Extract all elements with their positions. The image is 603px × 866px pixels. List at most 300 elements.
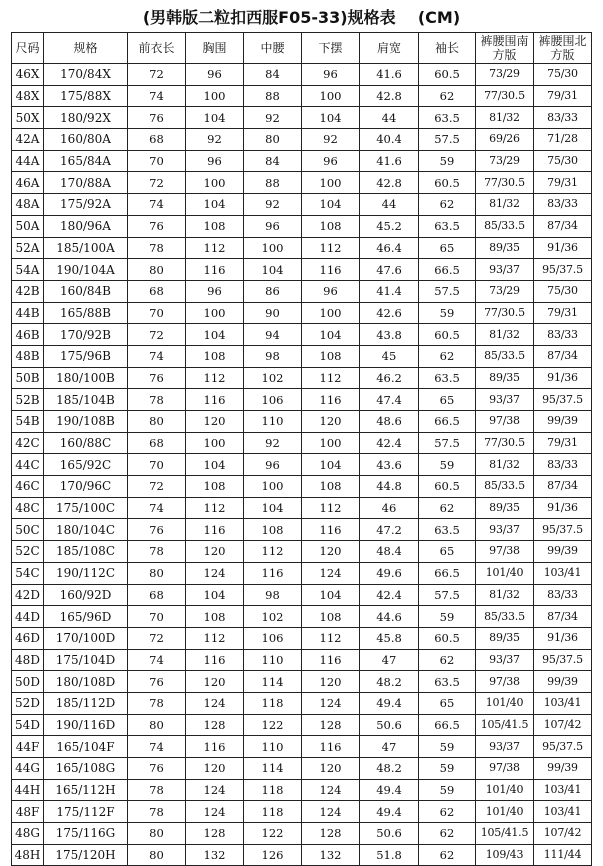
hem-cell: 128	[302, 714, 360, 736]
size-code-cell: 48D	[12, 649, 44, 671]
trouser-waist-north-cell: 91/36	[534, 497, 592, 519]
front-length-cell: 80	[128, 714, 186, 736]
table-row	[12, 714, 592, 736]
trouser-waist-south-cell: 101/40	[476, 779, 534, 801]
chest-cell: 124	[186, 801, 244, 823]
trouser-waist-north-cell: 91/36	[534, 237, 592, 259]
shoulder-cell: 48.6	[360, 411, 419, 433]
size-code-cell: 42C	[12, 432, 44, 454]
front-length-cell: 74	[128, 736, 186, 758]
size-code-cell: 42B	[12, 280, 44, 302]
size-code-cell: 44A	[12, 150, 44, 172]
sleeve-cell: 63.5	[419, 107, 476, 129]
waist-cell: 114	[244, 671, 302, 693]
front-length-cell: 78	[128, 541, 186, 563]
header-size-code: 尺码	[12, 33, 44, 64]
header-trouser-waist-north: 裤腰围北方版	[534, 33, 592, 64]
waist-cell: 122	[244, 714, 302, 736]
front-length-cell: 70	[128, 454, 186, 476]
hem-cell: 112	[302, 367, 360, 389]
table-row	[12, 432, 592, 454]
trouser-waist-north-cell: 91/36	[534, 367, 592, 389]
front-length-cell: 72	[128, 172, 186, 194]
shoulder-cell: 49.4	[360, 692, 419, 714]
shoulder-cell: 47.4	[360, 389, 419, 411]
chest-cell: 96	[186, 280, 244, 302]
trouser-waist-north-cell: 75/30	[534, 64, 592, 86]
header-chest: 胸围	[186, 33, 244, 64]
size-code-cell: 52C	[12, 541, 44, 563]
waist-cell: 102	[244, 606, 302, 628]
trouser-waist-north-cell: 95/37.5	[534, 389, 592, 411]
trouser-waist-south-cell: 69/26	[476, 129, 534, 151]
waist-cell: 96	[244, 454, 302, 476]
shoulder-cell: 48.2	[360, 758, 419, 780]
sleeve-cell: 59	[419, 736, 476, 758]
size-code-cell: 48H	[12, 844, 44, 866]
front-length-cell: 76	[128, 671, 186, 693]
header-sleeve: 袖长	[419, 33, 476, 64]
spec-cell: 180/96A	[44, 215, 128, 237]
sleeve-cell: 66.5	[419, 714, 476, 736]
trouser-waist-south-cell: 105/41.5	[476, 823, 534, 845]
shoulder-cell: 41.6	[360, 150, 419, 172]
waist-cell: 92	[244, 194, 302, 216]
sleeve-cell: 63.5	[419, 519, 476, 541]
shoulder-cell: 49.4	[360, 801, 419, 823]
chest-cell: 104	[186, 194, 244, 216]
chest-cell: 112	[186, 497, 244, 519]
trouser-waist-south-cell: 89/35	[476, 627, 534, 649]
trouser-waist-south-cell: 85/33.5	[476, 606, 534, 628]
hem-cell: 116	[302, 519, 360, 541]
hem-cell: 128	[302, 823, 360, 845]
spec-cell: 170/96C	[44, 476, 128, 498]
trouser-waist-south-cell: 81/32	[476, 324, 534, 346]
shoulder-cell: 44	[360, 194, 419, 216]
table-row	[12, 476, 592, 498]
trouser-waist-north-cell: 99/39	[534, 541, 592, 563]
waist-cell: 122	[244, 823, 302, 845]
waist-cell: 118	[244, 779, 302, 801]
size-code-cell: 44F	[12, 736, 44, 758]
trouser-waist-north-cell: 79/31	[534, 432, 592, 454]
hem-cell: 116	[302, 259, 360, 281]
size-code-cell: 46A	[12, 172, 44, 194]
size-code-cell: 54D	[12, 714, 44, 736]
front-length-cell: 74	[128, 194, 186, 216]
trouser-waist-south-cell: 85/33.5	[476, 215, 534, 237]
size-code-cell: 54C	[12, 562, 44, 584]
waist-cell: 126	[244, 844, 302, 866]
sleeve-cell: 62	[419, 497, 476, 519]
table-row	[12, 606, 592, 628]
trouser-waist-north-cell: 91/36	[534, 627, 592, 649]
spec-cell: 190/112C	[44, 562, 128, 584]
spec-cell: 190/104A	[44, 259, 128, 281]
chest-cell: 128	[186, 714, 244, 736]
trouser-waist-north-cell: 87/34	[534, 215, 592, 237]
trouser-waist-north-cell: 83/33	[534, 454, 592, 476]
spec-cell: 175/96B	[44, 345, 128, 367]
shoulder-cell: 42.8	[360, 85, 419, 107]
front-length-cell: 78	[128, 801, 186, 823]
size-code-cell: 48A	[12, 194, 44, 216]
table-header-row	[12, 33, 592, 64]
trouser-waist-north-cell: 83/33	[534, 324, 592, 346]
trouser-waist-south-cell: 77/30.5	[476, 432, 534, 454]
spec-cell: 180/108D	[44, 671, 128, 693]
spec-cell: 165/88B	[44, 302, 128, 324]
waist-cell: 108	[244, 519, 302, 541]
trouser-waist-north-cell: 87/34	[534, 345, 592, 367]
size-code-cell: 46C	[12, 476, 44, 498]
spec-cell: 175/88X	[44, 85, 128, 107]
spec-cell: 165/108G	[44, 758, 128, 780]
sleeve-cell: 59	[419, 758, 476, 780]
front-length-cell: 80	[128, 823, 186, 845]
trouser-waist-south-cell: 109/43	[476, 844, 534, 866]
trouser-waist-north-cell: 83/33	[534, 107, 592, 129]
size-code-cell: 44C	[12, 454, 44, 476]
sleeve-cell: 62	[419, 194, 476, 216]
trouser-waist-north-cell: 83/33	[534, 194, 592, 216]
hem-cell: 124	[302, 562, 360, 584]
size-code-cell: 44H	[12, 779, 44, 801]
waist-cell: 106	[244, 627, 302, 649]
spec-cell: 180/100B	[44, 367, 128, 389]
hem-cell: 108	[302, 215, 360, 237]
hem-cell: 124	[302, 801, 360, 823]
sleeve-cell: 59	[419, 606, 476, 628]
chest-cell: 100	[186, 432, 244, 454]
table-row	[12, 172, 592, 194]
chest-cell: 96	[186, 64, 244, 86]
spec-cell: 160/80A	[44, 129, 128, 151]
chest-cell: 112	[186, 367, 244, 389]
spec-cell: 170/100D	[44, 627, 128, 649]
trouser-waist-south-cell: 81/32	[476, 584, 534, 606]
chest-cell: 112	[186, 237, 244, 259]
spec-cell: 160/92D	[44, 584, 128, 606]
hem-cell: 104	[302, 324, 360, 346]
waist-cell: 102	[244, 367, 302, 389]
shoulder-cell: 41.4	[360, 280, 419, 302]
front-length-cell: 74	[128, 649, 186, 671]
front-length-cell: 70	[128, 606, 186, 628]
table-body	[12, 64, 592, 866]
spec-cell: 165/92C	[44, 454, 128, 476]
sleeve-cell: 66.5	[419, 259, 476, 281]
sleeve-cell: 62	[419, 844, 476, 866]
sleeve-cell: 60.5	[419, 476, 476, 498]
size-code-cell: 44G	[12, 758, 44, 780]
waist-cell: 106	[244, 389, 302, 411]
size-code-cell: 52D	[12, 692, 44, 714]
shoulder-cell: 43.8	[360, 324, 419, 346]
hem-cell: 120	[302, 541, 360, 563]
size-code-cell: 54B	[12, 411, 44, 433]
size-code-cell: 50C	[12, 519, 44, 541]
chest-cell: 104	[186, 454, 244, 476]
size-table	[11, 32, 592, 866]
chest-cell: 108	[186, 606, 244, 628]
spec-cell: 185/108C	[44, 541, 128, 563]
trouser-waist-south-cell: 97/38	[476, 758, 534, 780]
table-row	[12, 692, 592, 714]
trouser-waist-south-cell: 89/35	[476, 497, 534, 519]
trouser-waist-south-cell: 73/29	[476, 64, 534, 86]
size-code-cell: 46X	[12, 64, 44, 86]
table-row	[12, 758, 592, 780]
shoulder-cell: 48.2	[360, 671, 419, 693]
front-length-cell: 76	[128, 758, 186, 780]
trouser-waist-south-cell: 93/37	[476, 389, 534, 411]
table-row	[12, 345, 592, 367]
trouser-waist-north-cell: 79/31	[534, 172, 592, 194]
hem-cell: 112	[302, 237, 360, 259]
table-row	[12, 801, 592, 823]
waist-cell: 100	[244, 237, 302, 259]
chest-cell: 124	[186, 562, 244, 584]
chest-cell: 116	[186, 736, 244, 758]
waist-cell: 94	[244, 324, 302, 346]
shoulder-cell: 45.2	[360, 215, 419, 237]
trouser-waist-north-cell: 103/41	[534, 562, 592, 584]
shoulder-cell: 46.4	[360, 237, 419, 259]
table-row	[12, 844, 592, 866]
trouser-waist-north-cell: 99/39	[534, 671, 592, 693]
hem-cell: 124	[302, 692, 360, 714]
table-row	[12, 671, 592, 693]
trouser-waist-north-cell: 99/39	[534, 411, 592, 433]
table-row	[12, 627, 592, 649]
hem-cell: 120	[302, 758, 360, 780]
table-row	[12, 280, 592, 302]
spec-cell: 165/84A	[44, 150, 128, 172]
waist-cell: 114	[244, 758, 302, 780]
front-length-cell: 72	[128, 476, 186, 498]
size-code-cell: 42D	[12, 584, 44, 606]
sleeve-cell: 65	[419, 389, 476, 411]
hem-cell: 100	[302, 172, 360, 194]
sleeve-cell: 62	[419, 823, 476, 845]
chest-cell: 108	[186, 476, 244, 498]
hem-cell: 92	[302, 129, 360, 151]
spec-cell: 170/88A	[44, 172, 128, 194]
shoulder-cell: 51.8	[360, 844, 419, 866]
table-row	[12, 779, 592, 801]
hem-cell: 108	[302, 606, 360, 628]
hem-cell: 120	[302, 411, 360, 433]
chest-cell: 116	[186, 649, 244, 671]
spec-cell: 185/104B	[44, 389, 128, 411]
trouser-waist-north-cell: 95/37.5	[534, 519, 592, 541]
waist-cell: 84	[244, 64, 302, 86]
waist-cell: 96	[244, 215, 302, 237]
shoulder-cell: 44	[360, 107, 419, 129]
front-length-cell: 70	[128, 150, 186, 172]
spec-cell: 175/112F	[44, 801, 128, 823]
trouser-waist-north-cell: 99/39	[534, 758, 592, 780]
spec-cell: 175/104D	[44, 649, 128, 671]
hem-cell: 132	[302, 844, 360, 866]
sleeve-cell: 57.5	[419, 432, 476, 454]
page-title: (男韩版二粒扣西服F05-33)规格表 (CM)	[142, 8, 461, 27]
shoulder-cell: 46.2	[360, 367, 419, 389]
table-row	[12, 541, 592, 563]
trouser-waist-north-cell: 75/30	[534, 150, 592, 172]
chest-cell: 96	[186, 150, 244, 172]
hem-cell: 108	[302, 345, 360, 367]
spec-cell: 175/92A	[44, 194, 128, 216]
trouser-waist-north-cell: 87/34	[534, 476, 592, 498]
front-length-cell: 70	[128, 302, 186, 324]
spec-cell: 180/104C	[44, 519, 128, 541]
shoulder-cell: 48.4	[360, 541, 419, 563]
header-hem: 下摆	[302, 33, 360, 64]
size-code-cell: 52A	[12, 237, 44, 259]
shoulder-cell: 49.6	[360, 562, 419, 584]
hem-cell: 108	[302, 476, 360, 498]
trouser-waist-south-cell: 81/32	[476, 194, 534, 216]
front-length-cell: 68	[128, 584, 186, 606]
front-length-cell: 68	[128, 432, 186, 454]
size-code-cell: 54A	[12, 259, 44, 281]
spec-cell: 170/92B	[44, 324, 128, 346]
shoulder-cell: 47.6	[360, 259, 419, 281]
hem-cell: 104	[302, 454, 360, 476]
front-length-cell: 72	[128, 64, 186, 86]
waist-cell: 104	[244, 497, 302, 519]
chest-cell: 112	[186, 627, 244, 649]
chest-cell: 124	[186, 779, 244, 801]
sleeve-cell: 65	[419, 692, 476, 714]
table-row	[12, 649, 592, 671]
front-length-cell: 76	[128, 107, 186, 129]
sleeve-cell: 66.5	[419, 562, 476, 584]
trouser-waist-north-cell: 107/42	[534, 714, 592, 736]
table-row	[12, 324, 592, 346]
table-row	[12, 736, 592, 758]
trouser-waist-south-cell: 93/37	[476, 259, 534, 281]
shoulder-cell: 47	[360, 649, 419, 671]
front-length-cell: 74	[128, 85, 186, 107]
sleeve-cell: 62	[419, 801, 476, 823]
hem-cell: 96	[302, 150, 360, 172]
hem-cell: 112	[302, 627, 360, 649]
trouser-waist-north-cell: 103/41	[534, 692, 592, 714]
table-row	[12, 107, 592, 129]
hem-cell: 104	[302, 584, 360, 606]
sleeve-cell: 62	[419, 85, 476, 107]
spec-cell: 190/108B	[44, 411, 128, 433]
size-code-cell: 52B	[12, 389, 44, 411]
waist-cell: 90	[244, 302, 302, 324]
trouser-waist-north-cell: 79/31	[534, 85, 592, 107]
chest-cell: 132	[186, 844, 244, 866]
shoulder-cell: 49.4	[360, 779, 419, 801]
trouser-waist-north-cell: 79/31	[534, 302, 592, 324]
chest-cell: 120	[186, 411, 244, 433]
sleeve-cell: 59	[419, 454, 476, 476]
hem-cell: 100	[302, 432, 360, 454]
table-row	[12, 302, 592, 324]
size-code-cell: 46B	[12, 324, 44, 346]
size-code-cell: 50D	[12, 671, 44, 693]
table-row	[12, 194, 592, 216]
spec-cell: 165/104F	[44, 736, 128, 758]
size-code-cell: 48C	[12, 497, 44, 519]
chest-cell: 128	[186, 823, 244, 845]
chest-cell: 104	[186, 107, 244, 129]
trouser-waist-south-cell: 81/32	[476, 107, 534, 129]
chest-cell: 100	[186, 85, 244, 107]
front-length-cell: 78	[128, 692, 186, 714]
hem-cell: 104	[302, 194, 360, 216]
trouser-waist-north-cell: 103/41	[534, 779, 592, 801]
trouser-waist-north-cell: 95/37.5	[534, 259, 592, 281]
waist-cell: 110	[244, 649, 302, 671]
size-code-cell: 44D	[12, 606, 44, 628]
hem-cell: 120	[302, 671, 360, 693]
shoulder-cell: 42.8	[360, 172, 419, 194]
trouser-waist-south-cell: 77/30.5	[476, 172, 534, 194]
sleeve-cell: 57.5	[419, 584, 476, 606]
sleeve-cell: 63.5	[419, 215, 476, 237]
table-row	[12, 562, 592, 584]
trouser-waist-south-cell: 93/37	[476, 519, 534, 541]
chest-cell: 116	[186, 259, 244, 281]
front-length-cell: 74	[128, 345, 186, 367]
shoulder-cell: 50.6	[360, 823, 419, 845]
trouser-waist-south-cell: 89/35	[476, 367, 534, 389]
trouser-waist-south-cell: 85/33.5	[476, 476, 534, 498]
spec-cell: 165/96D	[44, 606, 128, 628]
sleeve-cell: 57.5	[419, 280, 476, 302]
trouser-waist-south-cell: 93/37	[476, 736, 534, 758]
table-row	[12, 150, 592, 172]
spec-cell: 190/116D	[44, 714, 128, 736]
trouser-waist-south-cell: 101/40	[476, 692, 534, 714]
hem-cell: 116	[302, 736, 360, 758]
waist-cell: 86	[244, 280, 302, 302]
shoulder-cell: 46	[360, 497, 419, 519]
sleeve-cell: 60.5	[419, 324, 476, 346]
trouser-waist-north-cell: 83/33	[534, 584, 592, 606]
waist-cell: 88	[244, 172, 302, 194]
waist-cell: 110	[244, 736, 302, 758]
waist-cell: 80	[244, 129, 302, 151]
front-length-cell: 68	[128, 129, 186, 151]
sleeve-cell: 65	[419, 237, 476, 259]
trouser-waist-south-cell: 77/30.5	[476, 85, 534, 107]
spec-cell: 160/84B	[44, 280, 128, 302]
table-row	[12, 85, 592, 107]
trouser-waist-south-cell: 101/40	[476, 562, 534, 584]
spec-cell: 185/100A	[44, 237, 128, 259]
shoulder-cell: 47	[360, 736, 419, 758]
hem-cell: 96	[302, 64, 360, 86]
waist-cell: 110	[244, 411, 302, 433]
trouser-waist-south-cell: 93/37	[476, 649, 534, 671]
header-waist: 中腰	[244, 33, 302, 64]
header-front-length: 前衣长	[128, 33, 186, 64]
trouser-waist-north-cell: 87/34	[534, 606, 592, 628]
header-shoulder: 肩宽	[360, 33, 419, 64]
waist-cell: 88	[244, 85, 302, 107]
size-code-cell: 48G	[12, 823, 44, 845]
